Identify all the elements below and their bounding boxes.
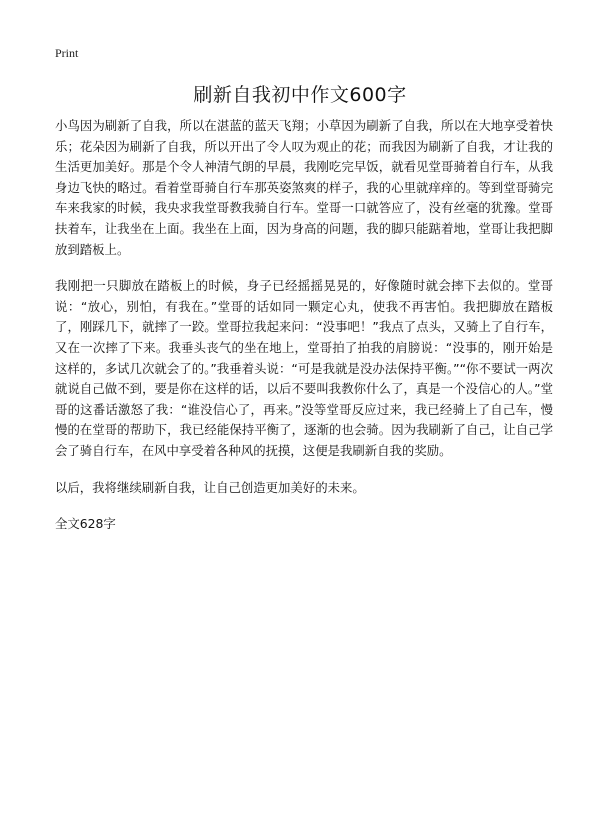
article-paragraph-3: 以后，我将继续刷新自我，让自己创造更加美好的未来。 — [55, 479, 365, 495]
page-title: 刷新自我初中作文600字 — [193, 84, 407, 106]
word-count: 全文628字 — [55, 516, 116, 532]
article-paragraph-2: 我刚把一只脚放在踏板上的时候，身子已经摇摇晃晃的，好像随时就会摔下去似的。堂哥说：“放心，别怕，有我在。”堂哥的话如同一颗定心丸，使我不再害怕。我把脚放在踏板了，刚踩几下，就摔了一跤。堂哥拉我起来问：“没事吧！”我点了点头，又骑上了自行车，又在一次摔了下来。我垂头丧气的坐在地上，堂哥拍了拍我的肩膀说：“没事的，刚开始是这样的，多试几次就会了的。”我垂着头说：“可是我就是没办法保持平衡。”“你不要试一两次就说自己做不到，要是你在这样的话，以后不要叫我教你什么了，真是一个没信心的人。”堂哥的这番话激怒了我：“谁没信心了，再来。”没等堂哥反应过来，我已经骑上了自己车，慢慢的在堂哥的帮助下，我已经能保持平衡了，逐渐的也会骑。因为我刷新了自己，让自己学会了骑自行车，在风中享受着各种风的抚摸，这便是我刷新自我的奖励。 — [55, 278, 553, 458]
article-body — [55, 116, 553, 535]
print-link[interactable]: Print — [55, 46, 79, 60]
article-paragraph-1: 小鸟因为刷新了自我，所以在湛蓝的蓝天飞翔；小草因为刷新了自我，所以在大地享受着快乐；花朵因为刷新了自我，所以开出了令人叹为观止的花；而我因为刷新了自我，才让我的生活更加美好。那是个令人神清气朗的早晨，我刚吃完早饭，就看见堂哥骑着自行车，从我身边飞快的略过。看着堂哥骑自行车那英姿煞爽的样子，我的心里就痒痒的。等到堂哥骑完车来我家的时候，我央求我堂哥教我骑自行车。堂哥一口就答应了，没有丝毫的犹豫。堂哥扶着车，让我坐在上面。我坐在上面，因为身高的问题，我的脚只能踮着地，堂哥让我把脚放到踏板上。 — [55, 118, 553, 257]
